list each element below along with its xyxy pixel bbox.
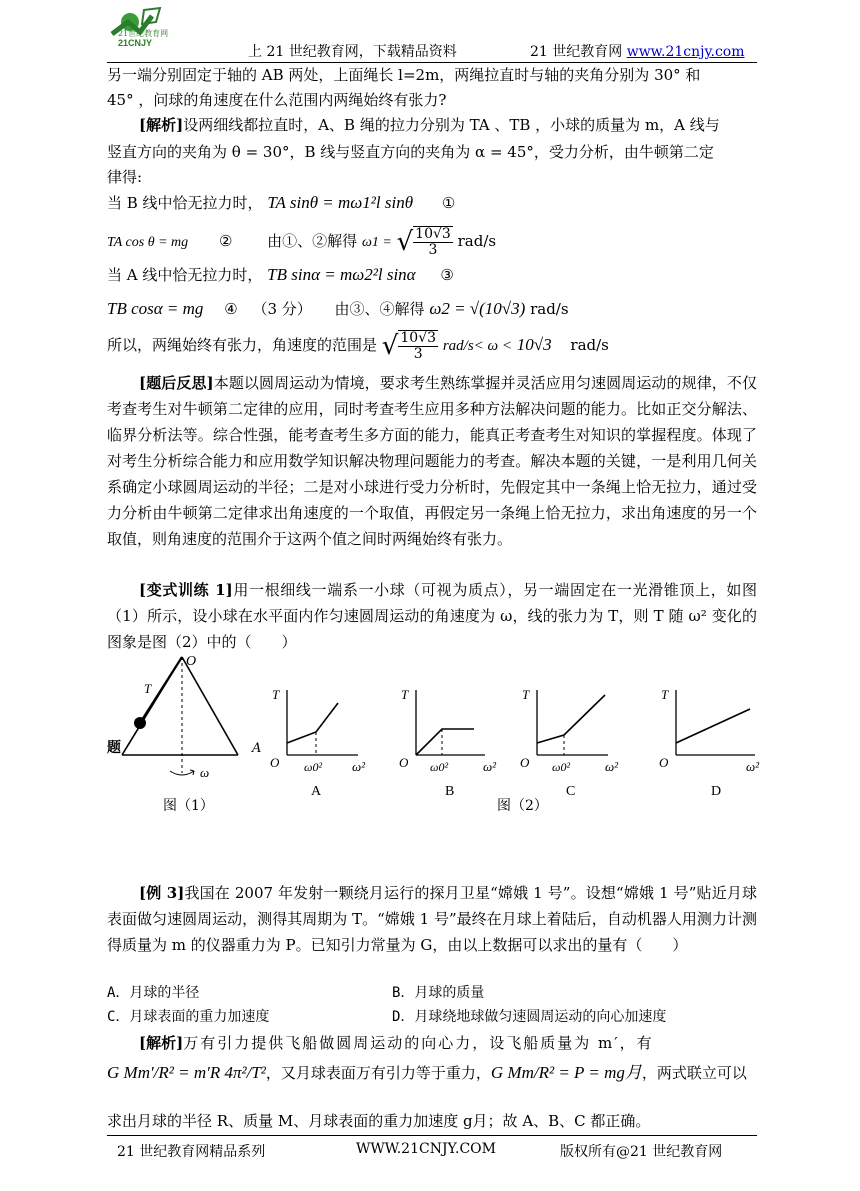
graph-d-w: ω² [746, 759, 760, 774]
text-line-1: 另一端分别固定于轴的 AB 两处，上面绳长 l=2m，两绳拉直时与轴的夹角分别为 30° 和 [107, 66, 701, 84]
equation-2 [107, 226, 757, 258]
graph-b-w: ω² [483, 759, 497, 774]
eq2-result: ω1 = [361, 235, 392, 250]
sqrt-fraction-1: √ $\frac{10√3}{3}$ [396, 226, 451, 258]
header-link[interactable]: www.21cnjy.com [626, 44, 745, 60]
variant-body: 用一根细线一端系一小球（可视为质点），另一端固定在一光滑锥顶上，如图（1）所示，设小球在水平面内作匀速圆周运动的角速度为 ω，线的张力为 T，则 T 随 ω² 变化的图象是图（2）中的（ ） [107, 581, 757, 651]
reflection-tag: [题后反思] [139, 374, 214, 392]
analysis-text-1: 设两细线都拉直时，A、B 绳的拉力分别为 TA 、TB ，小球的质量为 m，A 线与 [183, 116, 720, 134]
graph-d-o: O [659, 755, 669, 770]
graph-b-t: T [401, 687, 409, 702]
eq4-formula: TB cosα = mg [107, 299, 204, 318]
eq1-prefix: 当 B 线中恰无拉力时， [107, 194, 263, 212]
reflection-paragraph [107, 370, 757, 552]
graph-a [270, 687, 366, 799]
frac-num-1: 10√3 [415, 226, 451, 242]
graph-b [399, 687, 497, 799]
sqrt-fraction-2: √ $\frac{10√3}{3}$ [381, 330, 437, 362]
figure-1-label: 图（1） [163, 798, 214, 814]
conclusion-middle: rad/s< ω < [442, 338, 512, 354]
frac-num-2: 10√3 [400, 330, 437, 346]
equation-4 [107, 298, 757, 320]
example-body: 我国在 2007 年发射一颗绕月运行的探月卫星“嫦娥 1 号”。设想“嫦娥 1 号”贴近月球表面做匀速圆周运动，测得其周期为 T。“嫦娥 1 号”最终在月球上着陆后，自动机器人用测力计测得质量为 m 的仪器重力为 P。已知引力常量为 G，由以上数据可以求出的量有（ ） [107, 884, 758, 954]
frac-den-1: 3 [428, 242, 438, 258]
equation-3 [107, 264, 757, 286]
graph-c [520, 687, 619, 799]
logo-text: 21世纪教育网 [118, 29, 169, 38]
eq3-prefix: 当 A 线中恰无拉力时， [107, 266, 263, 284]
eq4-number: ④ [224, 300, 238, 318]
solution-formula-2: G Mm/R² = P = mg月 [490, 1063, 642, 1082]
text-line-2: 45° ，问球的角速度在什么范围内两绳始终有张力? [107, 91, 447, 109]
graph-a-w0: ω0² [304, 760, 323, 774]
footer-left: 21 世纪教育网精品系列 [117, 1144, 266, 1160]
example-tag: [例 3] [139, 884, 185, 902]
equation-1 [107, 192, 757, 214]
footer-center: WWW.21CNJY.COM [356, 1141, 496, 1157]
footer-rule [107, 1135, 757, 1136]
graph-c-w0: ω0² [552, 760, 571, 774]
solution-line-2 [107, 1062, 757, 1084]
graph-d-label: D [711, 784, 722, 799]
eq4-solve: 由③、④解得 [334, 300, 425, 318]
option-a: A．月球的半径 [107, 985, 200, 1001]
solution-formula-1: G Mm′/R² = m′R 4π²/T² [107, 1063, 266, 1082]
logo-sub: 21CNJY [118, 38, 153, 48]
solution-text-2: ，又月球表面万有引力等于重力， [265, 1064, 491, 1082]
graph-c-o: O [520, 755, 530, 770]
eq2-formula: TA cos θ = mg [107, 235, 189, 250]
graph-d [659, 687, 760, 799]
analysis-tag: [解析] [139, 116, 184, 134]
eq2-solve: 由①、②解得 [267, 232, 358, 250]
graph-d-t: T [661, 687, 669, 702]
analysis-line-3: 律得: [107, 168, 143, 186]
conclusion-prefix: 所以，两绳始终有张力，角速度的范围是 [107, 336, 378, 354]
eq2-number: ② [218, 232, 233, 250]
tension-label: T [144, 681, 152, 696]
graph-b-w0: ω0² [430, 760, 449, 774]
eq1-formula: TA sinθ = mω1²l sinθ [267, 193, 414, 212]
graph-a-t: T [272, 687, 280, 702]
eq4-score: （3 分） [252, 300, 312, 318]
header-left-text: 上 21 世纪教育网，下载精品资料 [248, 44, 457, 60]
figure-2-label: 图（2） [497, 798, 548, 814]
stray-left: 题 [107, 740, 121, 756]
analysis-line-1 [139, 114, 789, 136]
conclusion-line [107, 330, 757, 362]
option-d: D．月球绕地球做匀速圆周运动的向心加速度 [392, 1009, 667, 1025]
variant-tag: [变式训练 1] [139, 581, 233, 599]
header-rule [107, 62, 757, 63]
graph-b-o: O [399, 755, 409, 770]
solution-line-1 [139, 1032, 789, 1054]
stray-right: A [252, 741, 262, 756]
apex-label: O [186, 654, 197, 669]
graph-a-w: ω² [352, 759, 366, 774]
eq3-formula: TB sinα = mω2²l sinα [267, 265, 416, 284]
graph-a-label: A [311, 784, 322, 799]
eq4-result: ω2 = √(10√3) [429, 299, 526, 318]
reflection-body: 本题以圆周运动为情境，要求考生熟练掌握并灵活应用匀速圆周运动的规律，不仅考查考生对牛顿第二定律的应用，同时考查考生应用多种方法解决问题的能力。比如正交分解法、临界分析法等。综合性强，能考查考生多方面的能力，能真正考查考生对知识的掌握程度。体现了对考生分析综合能力和应用数学知识解决物理问题能力的考查。解决本题的关键，一是利用几何关系确定小球圆周运动的半径；二是对小球进行受力分析时，先假定其中一条绳上恰无拉力，通过受力分析由牛顿第二定律求出角速度的一个取值，再假定另一条绳上恰无拉力，求出角速度的另一个取值，则角速度的范围介于这两个值之间时两绳始终有张力。 [107, 374, 757, 548]
footer-right: 版权所有@21 世纪教育网 [560, 1144, 723, 1160]
eq4-unit: rad/s [530, 300, 569, 318]
option-b: B．月球的质量 [392, 985, 485, 1001]
solution-tag: [解析] [139, 1034, 184, 1052]
analysis-line-2: 竖直方向的夹角为 θ = 30°，B 线与竖直方向的夹角为 α = 45°，受力分析，由牛顿第二定 [107, 143, 714, 161]
omega-label: ω [200, 765, 210, 780]
header-right-text [530, 41, 745, 61]
variant-paragraph [107, 577, 757, 655]
eq1-number: ① [441, 194, 456, 212]
solution-text-3: ，两式联立可以 [641, 1064, 747, 1082]
graph-c-t: T [522, 687, 530, 702]
conclusion-sqrt: 10√3 [516, 335, 552, 354]
solution-text-1: 万有引力提供飞船做圆周运动的向心力，设飞船质量为 m′，有 [183, 1034, 654, 1052]
conclusion-unit: rad/s [570, 336, 609, 354]
solution-line-3: 求出月球的半径 R、质量 M、月球表面的重力加速度 g月；故 A、B、C 都正确。 [107, 1112, 651, 1130]
example-paragraph [107, 880, 757, 958]
frac-den-2: 3 [413, 346, 423, 362]
ball [134, 717, 146, 729]
header-site-name: 21 世纪教育网 [530, 44, 623, 60]
graph-c-w: ω² [605, 759, 619, 774]
graph-c-label: C [566, 784, 576, 799]
graph-b-label: B [445, 784, 455, 799]
eq3-number: ③ [440, 266, 454, 284]
eq2-unit: rad/s [457, 232, 497, 250]
graph-a-o: O [270, 755, 280, 770]
option-c: C．月球表面的重力加速度 [107, 1009, 270, 1025]
cone-diagram [122, 657, 238, 775]
